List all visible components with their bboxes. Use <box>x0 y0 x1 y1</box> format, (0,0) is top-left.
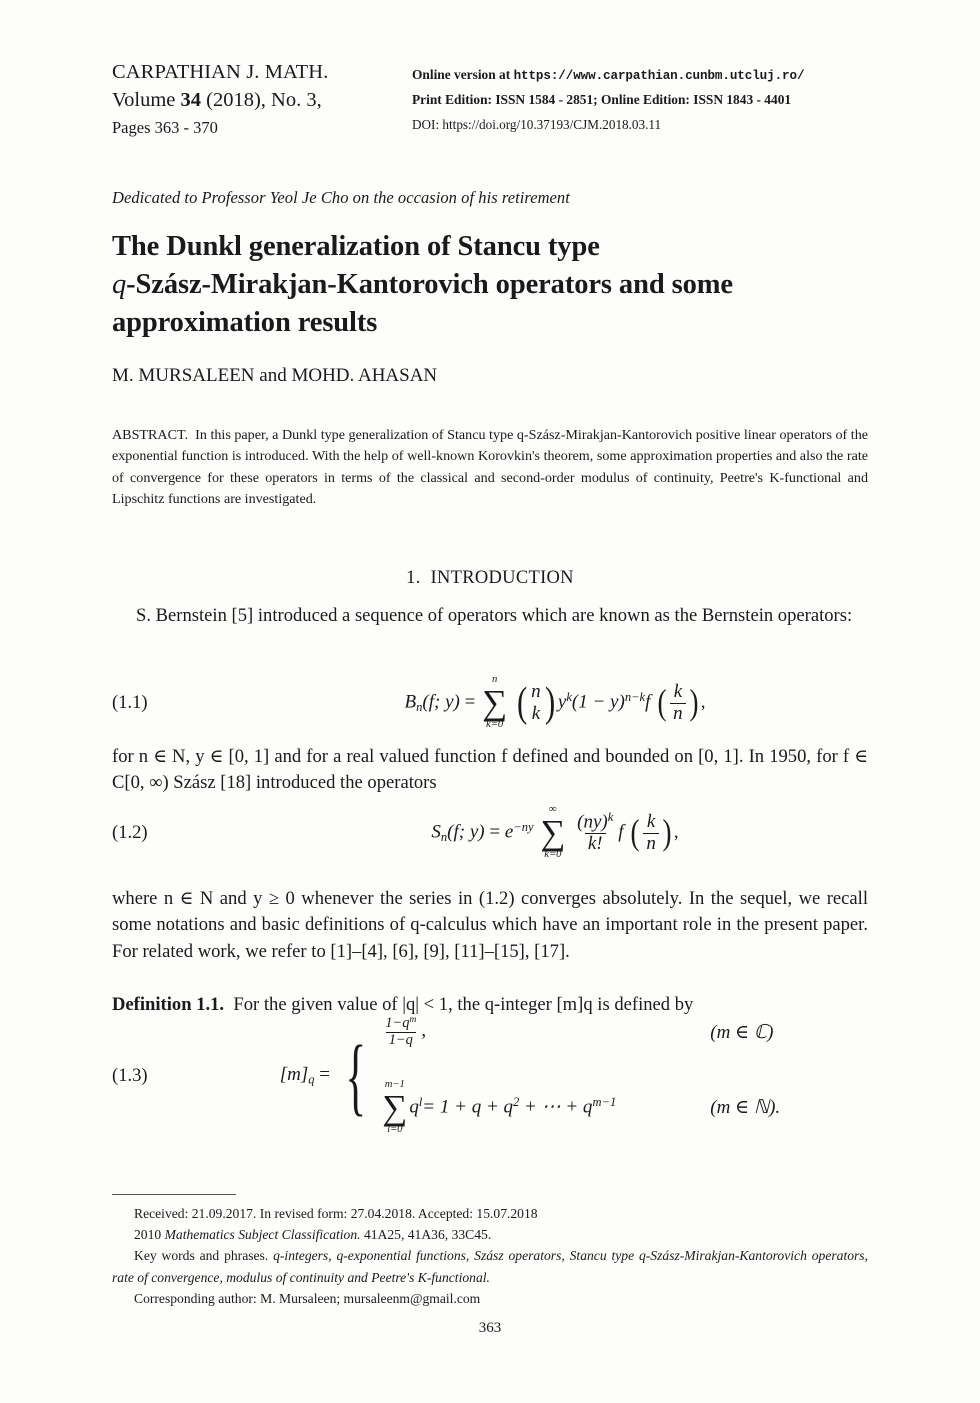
equation-1-3-row <box>112 1015 868 1136</box>
paragraph-after-eq1-text: for n ∈ N, y ∈ [0, 1] and for a real valued function f defined and bounded on [0, 1]. In 1950, for f ∈ C[0, ∞) Szász [18] introduced the operators <box>112 746 868 794</box>
eq2-arg-group <box>629 812 673 855</box>
eq3-case2-term: q <box>409 1096 419 1118</box>
eq3-sum-upper: m−1 <box>384 1078 405 1090</box>
eq3-sum-lower: l=0 <box>387 1124 403 1136</box>
eq1-factor-exp: n−k <box>624 689 646 704</box>
equation-1-3-number: (1.3) <box>112 1065 148 1086</box>
footnotes <box>112 1203 868 1309</box>
eq3-case1-num-exp: m <box>409 1015 417 1026</box>
paragraph-intro-text: S. Bernstein [5] introduced a sequence of operators which are known as the Bernstein operators: <box>136 605 853 626</box>
section-number: 1. <box>406 568 421 588</box>
journal-name: CARPATHIAN J. MATH. <box>112 61 329 83</box>
eq1-lhs: B <box>404 691 417 713</box>
eq1-factor: (1 − y) <box>571 691 625 713</box>
equation-1-2-number: (1.2) <box>112 822 148 843</box>
eq1-function: f <box>645 691 651 713</box>
volume-number: 34 <box>180 89 202 112</box>
eq2-function: f <box>618 821 624 843</box>
equation-1-1-number: (1.1) <box>112 692 148 713</box>
issn-line: Print Edition: ISSN 1584 - 2851; Online Edition: ISSN 1843 - 4401 <box>412 92 792 108</box>
eq2-lhs-sub: n <box>440 829 448 844</box>
eq1-yk-exp: k <box>566 689 572 704</box>
eq2-frac2-num: k <box>646 810 656 832</box>
eq1-binom-top: n <box>531 681 541 703</box>
volume-suffix: (2018), No. 3, <box>201 89 322 112</box>
eq3-case-1 <box>380 1015 830 1049</box>
footnote-msc <box>112 1224 868 1245</box>
eq3-case2-rest2: + ⋯ + q <box>519 1096 593 1118</box>
equation-1-3-body <box>242 1015 868 1137</box>
left-paren-icon: ( <box>516 679 528 727</box>
eq1-summation <box>482 674 507 732</box>
title-q-symbol: q <box>112 268 127 300</box>
left-paren-icon: ( <box>657 682 667 723</box>
footnote-keywords <box>112 1245 868 1287</box>
footnote-received: Received: 21.09.2017. In revised form: 27.04.2018. Accepted: 15.07.2018 <box>134 1206 538 1221</box>
eq1-trailing: , <box>700 691 706 713</box>
online-version-label: Online version at <box>412 67 514 82</box>
left-paren-icon: ( <box>630 812 640 853</box>
sigma-icon: ∑ <box>382 1087 408 1127</box>
eq3-lhs: [m] <box>279 1064 309 1086</box>
author-1-surname: MURSALEEN <box>138 365 255 386</box>
sigma-icon: ∑ <box>540 812 566 852</box>
eq3-case2-rest: = 1 + q + q <box>422 1096 514 1118</box>
eq2-trailing: , <box>673 821 679 843</box>
definition-text: For the given value of |q| < 1, the q-integer [m]q is defined by <box>233 994 694 1015</box>
eq1-sum-lower: k=0 <box>486 719 504 731</box>
title-line-2: -Szász-Mirakjan-Kantorovich operators and some <box>126 268 733 300</box>
masthead <box>112 58 868 139</box>
eq2-sum-lower: k=0 <box>544 849 562 861</box>
journal-volume <box>112 86 412 114</box>
eq3-case2-term-exp: l <box>418 1094 423 1109</box>
paragraph-after-eq2-text: where n ∈ N and y ≥ 0 whenever the series in (1.2) converges absolutely. In the sequel, we recall some notations and basic definitions of q-calculus which have an important role in the present paper. For related work, we refer to [1]–[4], [6], [9], [11]–[15], [17]. <box>112 888 868 962</box>
page-title <box>112 228 812 342</box>
eq2-equals: = <box>489 821 501 843</box>
eq3-case2-rest-exp: 2 <box>513 1094 520 1109</box>
section-heading <box>112 568 868 589</box>
eq3-case1-condition: (m ∈ ℂ) <box>710 1021 774 1043</box>
eq1-binomial <box>515 681 557 725</box>
journal-pages: Pages 363 - 370 <box>112 117 218 137</box>
equation-1-2-body <box>242 804 868 862</box>
section-name: INTRODUCTION <box>430 568 574 588</box>
eq1-arg-group <box>656 682 700 725</box>
masthead-right <box>412 58 868 138</box>
eq1-frac-num: k <box>673 680 683 702</box>
eq2-frac1-num-exp: k <box>607 809 614 824</box>
eq2-lhs: S <box>431 821 441 843</box>
footnote-rule <box>112 1194 236 1195</box>
eq2-sum-upper: ∞ <box>549 804 557 816</box>
eq3-case-2 <box>380 1079 830 1137</box>
online-version-line <box>412 63 868 88</box>
eq3-case1-num: 1−q <box>385 1015 410 1032</box>
author-1-initial: M. <box>112 365 139 386</box>
eq2-frac1-num: (ny) <box>577 811 608 833</box>
equation-1-1-row <box>112 666 868 740</box>
author-list <box>112 365 437 387</box>
eq2-exp-sup: −ny <box>513 819 534 834</box>
keywords-text: q-integers, q-exponential functions, Szász operators, Stancu type q-Szász-Mirakjan-Kantorovich operators, rate of convergence, modulus of continuity and Peetre's K-functional. <box>112 1248 868 1285</box>
title-line-3: approximation results <box>112 306 378 338</box>
volume-prefix: Volume <box>112 89 181 112</box>
doi-line[interactable]: DOI: https://doi.org/10.37193/CJM.2018.03.11 <box>412 117 662 133</box>
dedication: Dedicated to Professor Yeol Je Cho on the occasion of his retirement <box>112 188 570 207</box>
right-paren-icon: ) <box>689 682 699 723</box>
msc-label: Mathematics Subject Classification. <box>164 1227 361 1243</box>
eq3-case1-comma: , <box>421 1020 427 1042</box>
eq2-fraction-1 <box>574 811 616 855</box>
eq2-exp-base: e <box>504 821 514 843</box>
eq3-cases <box>335 1015 831 1137</box>
paragraph-after-eq1 <box>112 744 868 797</box>
footnote-corresponding: Corresponding author: M. Mursaleen; mursaleenm@gmail.com <box>134 1290 481 1306</box>
paragraph-after-eq2 <box>112 886 868 965</box>
sigma-icon: ∑ <box>482 682 508 722</box>
eq2-frac1-den: k! <box>585 833 606 855</box>
page-number: 363 <box>478 1320 502 1336</box>
left-brace-icon: { <box>345 1027 366 1124</box>
eq3-case1-den: 1−q <box>386 1032 416 1049</box>
msc-codes: 41A25, 41A36, 33C45. <box>360 1227 492 1243</box>
eq2-frac2-den: n <box>643 833 659 855</box>
equation-1-2-row <box>112 796 868 870</box>
eq1-equals: = <box>464 691 476 713</box>
eq3-equals: = <box>319 1064 330 1086</box>
eq1-lhs-sub: n <box>416 699 423 714</box>
eq3-case2-condition: (m ∈ ℕ). <box>710 1097 781 1119</box>
eq1-args: (f; y) <box>422 691 460 713</box>
eq2-summation <box>540 804 565 862</box>
eq3-case2-rest2-exp: m−1 <box>592 1094 617 1109</box>
definition-label: Definition 1.1. <box>112 994 225 1015</box>
eq3-summation <box>382 1079 407 1137</box>
masthead-left <box>112 58 412 139</box>
eq1-frac-den: n <box>670 703 686 725</box>
abstract-text: In this paper, a Dunkl type generalization of Stancu type q-Szász-Mirakjan-Kantorovich positive linear operators of the exponential function is introduced. With the help of well-known Korovkin's theorem, some approximation properties and also the rate of convergence for these operators in terms of the classical and second-order modulus of continuity, Peetre's K-functional and Lipschitz functions are investigated. <box>112 427 868 508</box>
author-2-surname: AHASAN <box>357 365 438 386</box>
eq1-fraction <box>670 682 686 725</box>
eq1-sum-upper: n <box>491 674 498 686</box>
author-2-initial: MOHD. <box>291 365 358 386</box>
equation-1-1-body <box>242 674 868 732</box>
keywords-label: Key words and phrases. <box>134 1248 269 1264</box>
eq1-yk-base: y <box>557 691 567 713</box>
abstract-label: ABSTRACT. <box>112 427 189 443</box>
journal-url[interactable]: https://www.carpathian.cunbm.utcluj.ro/ <box>513 69 805 83</box>
title-line-1: The Dunkl generalization of Stancu type <box>112 231 600 262</box>
eq2-args: (f; y) <box>447 821 485 843</box>
eq3-lhs-sub: q <box>308 1072 315 1087</box>
abstract <box>112 425 868 511</box>
eq1-binom-bottom: k <box>531 703 541 724</box>
paragraph-intro <box>112 603 868 629</box>
right-paren-icon: ) <box>662 812 672 853</box>
eq3-case1-fraction <box>382 1015 419 1049</box>
msc-year: 2010 <box>134 1227 165 1243</box>
eq2-fraction-2 <box>643 812 659 855</box>
author-conjunction: and <box>254 365 292 386</box>
right-paren-icon: ) <box>544 679 555 727</box>
